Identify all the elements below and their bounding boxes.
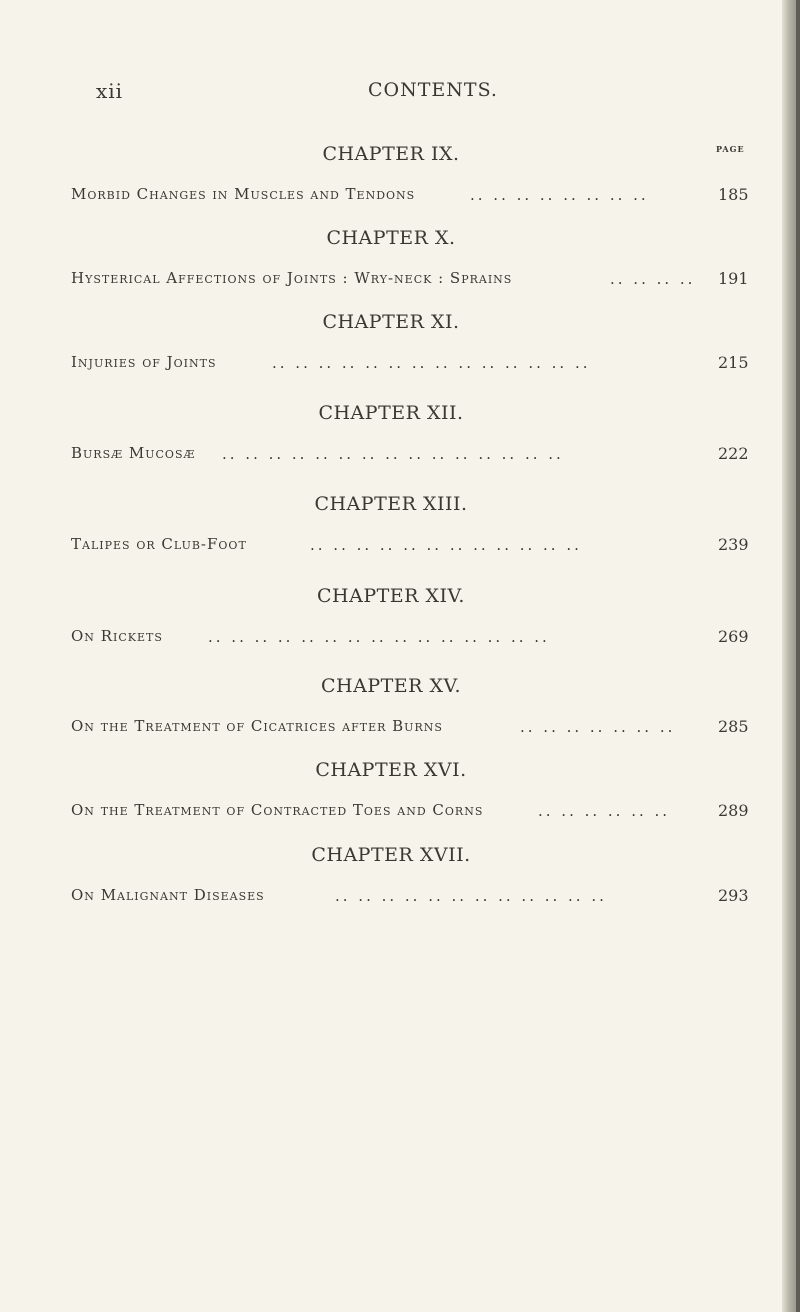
chapter-title: Bursæ Mucosæ (71, 444, 196, 462)
leader-dots: .. .. .. .. .. .. .. .. (470, 186, 649, 204)
chapter-heading: CHAPTER XIII. (314, 493, 468, 515)
chapter-heading: CHAPTER XV. (321, 675, 461, 697)
chapter-page: 215 (718, 353, 749, 372)
chapter-title: Talipes or Club-Foot (71, 535, 247, 553)
chapter-page: 191 (718, 269, 749, 288)
page-number: xii (96, 79, 124, 103)
chapter-title: On the Treatment of Contracted Toes and Corns (71, 801, 484, 819)
chapter-page: 269 (718, 627, 749, 646)
chapter-heading: CHAPTER IX. (322, 143, 460, 165)
chapter-title: On the Treatment of Cicatrices after Burns (71, 717, 443, 735)
leader-dots: .. .. .. .. .. .. .. .. .. .. .. .. .. .. (272, 354, 591, 372)
chapter-title: On Rickets (71, 627, 163, 645)
chapter-page: 285 (718, 717, 749, 736)
running-title: CONTENTS. (368, 79, 498, 101)
leader-dots: .. .. .. .. .. .. (538, 802, 671, 820)
chapter-page: 239 (718, 535, 749, 554)
leader-dots: .. .. .. .. .. .. .. .. .. .. .. .. .. .. .. (208, 628, 550, 646)
leader-dots: .. .. .. .. .. .. .. (520, 718, 676, 736)
page-column-label: PAGE (716, 144, 745, 154)
chapter-page: 185 (718, 185, 749, 204)
leader-dots: .. .. .. .. (610, 270, 696, 288)
chapter-title: On Malignant Diseases (71, 886, 265, 904)
leader-dots: .. .. .. .. .. .. .. .. .. .. .. .. (335, 887, 607, 905)
chapter-title: Injuries of Joints (71, 353, 217, 371)
chapter-title: Morbid Changes in Muscles and Tendons (71, 185, 416, 203)
chapter-page: 289 (718, 801, 749, 820)
chapter-heading: CHAPTER XII. (318, 402, 464, 424)
chapter-title: Hysterical Affections of Joints : Wry-neck : Sprains (71, 269, 513, 287)
leader-dots: .. .. .. .. .. .. .. .. .. .. .. .. .. .. .. (222, 445, 564, 463)
chapter-heading: CHAPTER X. (326, 227, 456, 249)
chapter-heading: CHAPTER XVII. (311, 844, 471, 866)
chapter-heading: CHAPTER XI. (322, 311, 460, 333)
leader-dots: .. .. .. .. .. .. .. .. .. .. .. .. (310, 536, 582, 554)
chapter-heading: CHAPTER XVI. (315, 759, 467, 781)
chapter-heading: CHAPTER XIV. (317, 585, 465, 607)
page-edge-dark (796, 0, 800, 1312)
chapter-page: 293 (718, 886, 749, 905)
chapter-page: 222 (718, 444, 749, 463)
